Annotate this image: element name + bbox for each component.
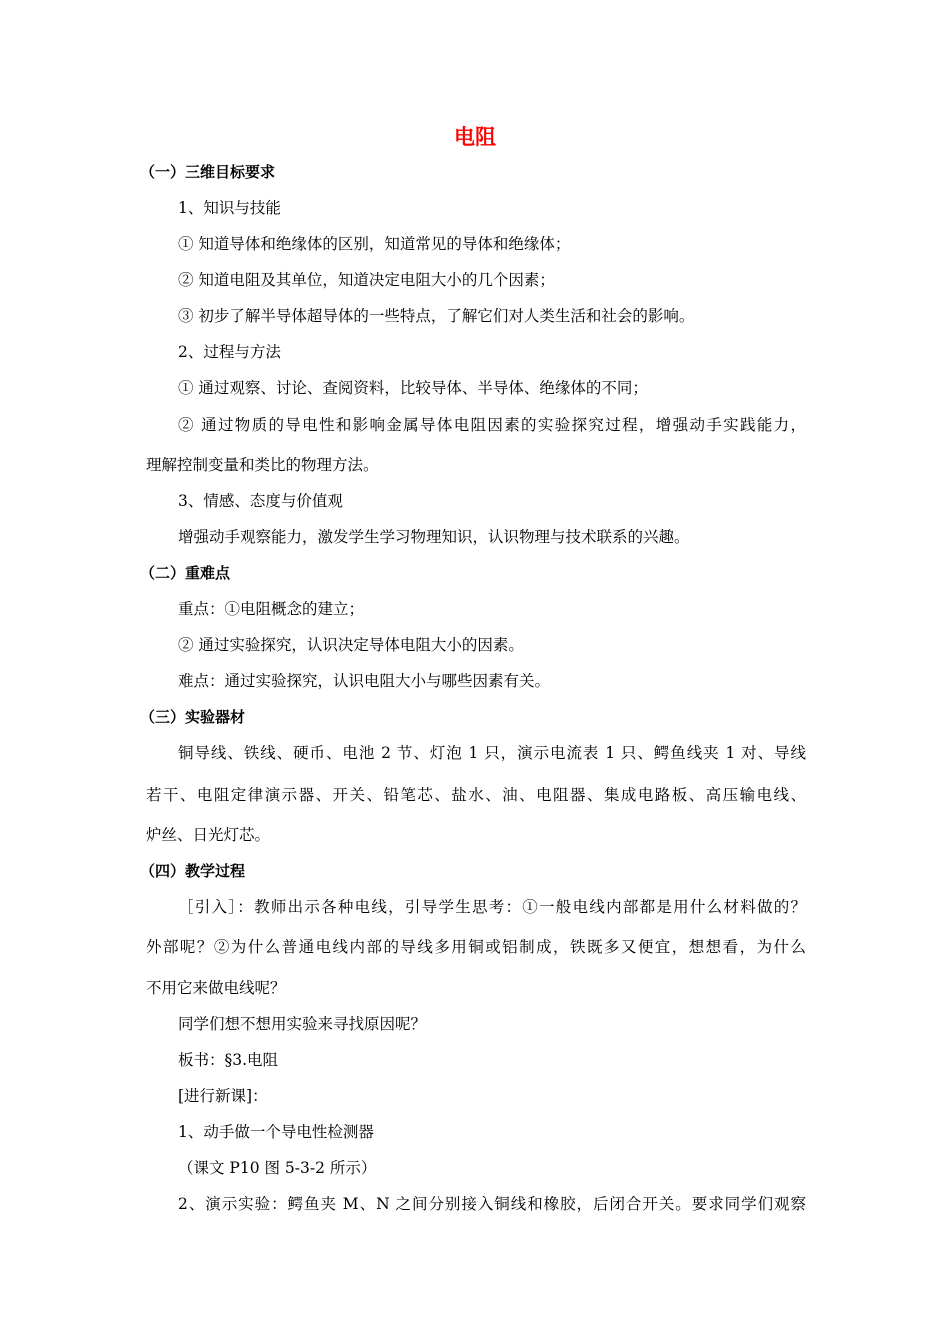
subheading-process: 2、过程与方法 bbox=[178, 343, 281, 361]
knowledge-item-2: ② 知道电阻及其单位，知道决定电阻大小的几个因素； bbox=[178, 271, 555, 289]
section-heading-process: （四）教学过程 bbox=[140, 862, 246, 880]
equipment-line-2: 若干、电阻定律演示器、开关、铅笔芯、盐水、油、电阻器、集成电路板、高压输电线、 bbox=[146, 786, 806, 804]
difficulty: 难点：通过实验探究，认识电阻大小与哪些因素有关。 bbox=[178, 672, 551, 690]
values-item: 增强动手观察能力，激发学生学习物理知识，认识物理与技术联系的兴趣。 bbox=[178, 528, 690, 546]
blackboard-line: 板书：§3.电阻 bbox=[178, 1051, 279, 1069]
keypoint-1: 重点：①电阻概念的建立； bbox=[178, 600, 365, 618]
intro-line-2: 外部呢？②为什么普通电线内部的导线多用铜或铝制成，铁既多又便宜，想想看，为什么 bbox=[146, 938, 806, 956]
step-1: 1、动手做一个导电性检测器 bbox=[178, 1123, 374, 1141]
step-1-note: （课文 P10 图 5-3-2 所示） bbox=[178, 1159, 377, 1177]
section-heading-keypoints: （二）重难点 bbox=[140, 564, 231, 582]
equipment-line-1: 铜导线、铁线、硬币、电池 2 节、灯泡 1 只，演示电流表 1 只、鳄鱼线夹 1 对、导线 bbox=[178, 744, 806, 762]
process-item-2-line-1: ② 通过物质的导电性和影响金属导体电阻因素的实验探究过程，增强动手实践能力， bbox=[178, 416, 806, 434]
subheading-values: 3、情感、态度与价值观 bbox=[178, 492, 343, 510]
equipment-line-3: 炉丝、日光灯芯。 bbox=[146, 826, 271, 844]
intro-line-1: ［引入］：教师出示各种电线，引导学生思考：①一般电线内部都是用什么材料做的？ bbox=[178, 898, 806, 916]
question-line: 同学们想不想用实验来寻找原因呢？ bbox=[178, 1015, 427, 1033]
knowledge-item-3: ③ 初步了解半导体超导体的一些特点，了解它们对人类生活和社会的影响。 bbox=[178, 307, 695, 325]
process-item-2-line-2: 理解控制变量和类比的物理方法。 bbox=[146, 456, 379, 474]
document-title: 电阻 bbox=[454, 125, 496, 149]
new-lesson-label: [进行新课]： bbox=[178, 1087, 268, 1105]
section-heading-equipment: （三）实验器材 bbox=[140, 708, 246, 726]
subheading-knowledge: 1、知识与技能 bbox=[178, 199, 281, 217]
knowledge-item-1: ① 知道导体和绝缘体的区别，知道常见的导体和绝缘体； bbox=[178, 235, 571, 253]
step-2: 2、演示实验：鳄鱼夹 M、N 之间分别接入铜线和橡胶，后闭合开关。要求同学们观察 bbox=[178, 1195, 806, 1213]
intro-line-3: 不用它来做电线呢？ bbox=[146, 979, 286, 997]
keypoint-2: ② 通过实验探究，认识决定导体电阻大小的因素。 bbox=[178, 636, 524, 654]
process-item-1: ① 通过观察、讨论、查阅资料，比较导体、半导体、绝缘体的不同； bbox=[178, 379, 648, 397]
section-heading-goals: （一）三维目标要求 bbox=[140, 163, 276, 181]
